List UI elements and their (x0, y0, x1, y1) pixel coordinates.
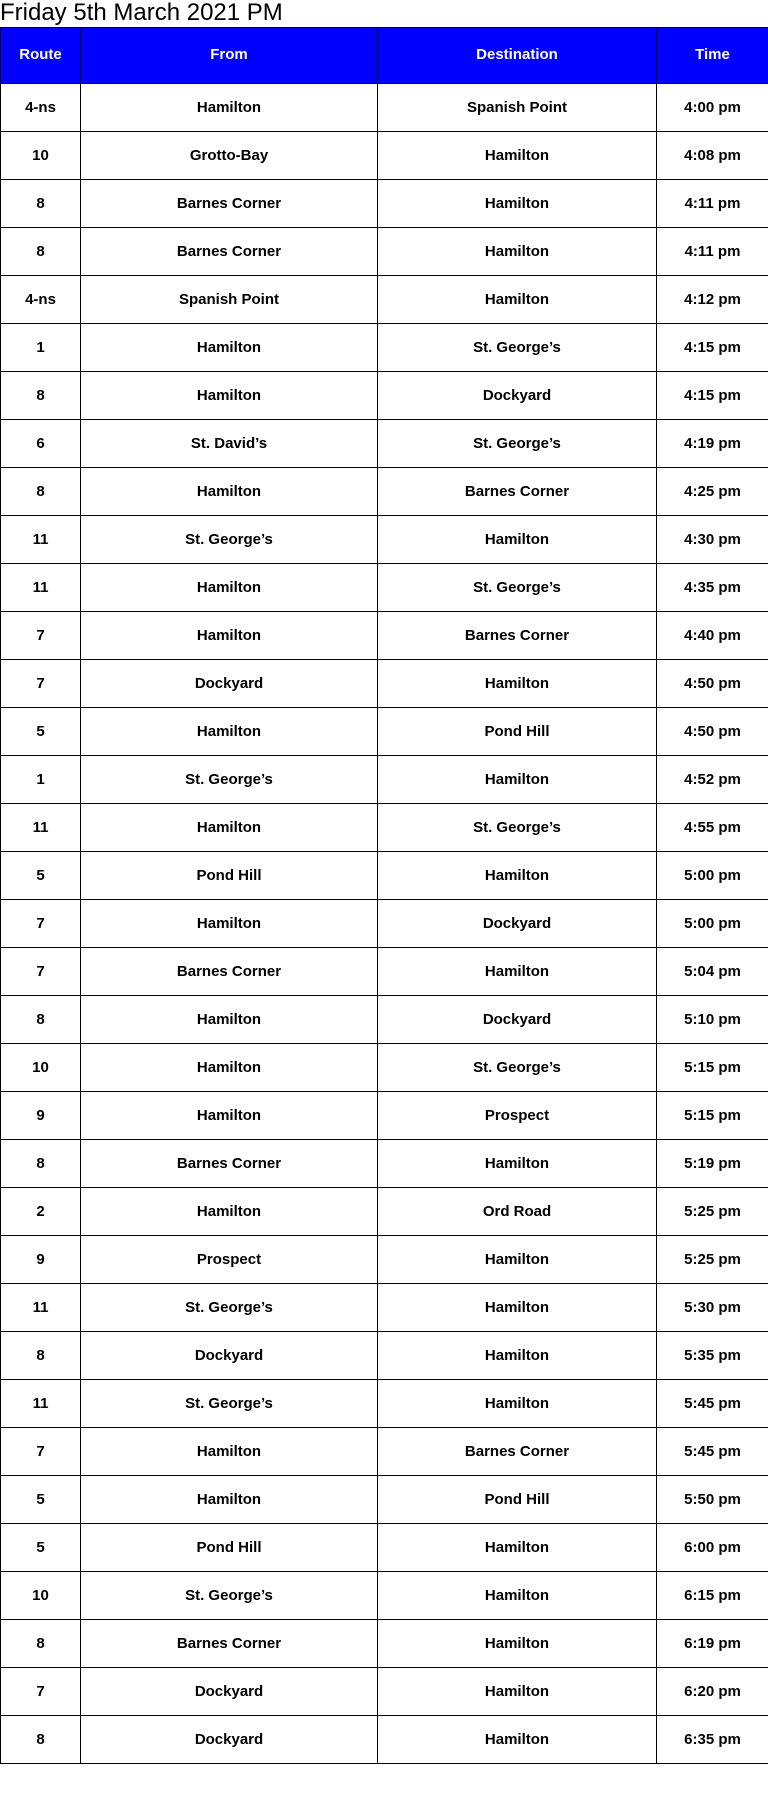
cell-destination: Barnes Corner (378, 1428, 657, 1476)
cell-route: 8 (1, 1140, 81, 1188)
cell-destination: Hamilton (378, 132, 657, 180)
table-row (1, 372, 768, 420)
table-row (1, 132, 768, 180)
cell-from: Hamilton (81, 372, 378, 420)
table-row (1, 1092, 768, 1140)
cell-from: St. George’s (81, 1380, 378, 1428)
cell-time: 4:35 pm (657, 564, 768, 612)
table-row (1, 708, 768, 756)
cell-time: 6:19 pm (657, 1620, 768, 1668)
cell-from: Hamilton (81, 84, 378, 132)
cell-route: 5 (1, 1524, 81, 1572)
cell-from: Hamilton (81, 1428, 378, 1476)
table-row (1, 1572, 768, 1620)
cell-destination: Prospect (378, 1092, 657, 1140)
cell-destination: Hamilton (378, 1716, 657, 1764)
cell-route: 8 (1, 468, 81, 516)
cell-time: 4:52 pm (657, 756, 768, 804)
table-row (1, 84, 768, 132)
cell-destination: Hamilton (378, 756, 657, 804)
cell-route: 4-ns (1, 84, 81, 132)
cell-destination: Dockyard (378, 996, 657, 1044)
table-row (1, 1524, 768, 1572)
cell-destination: Barnes Corner (378, 468, 657, 516)
cell-from: Hamilton (81, 1044, 378, 1092)
table-row (1, 660, 768, 708)
cell-from: St. George’s (81, 516, 378, 564)
cell-destination: Hamilton (378, 660, 657, 708)
cell-from: Hamilton (81, 564, 378, 612)
cell-time: 4:30 pm (657, 516, 768, 564)
cell-destination: Hamilton (378, 1332, 657, 1380)
cell-from: St. David’s (81, 420, 378, 468)
cell-time: 5:04 pm (657, 948, 768, 996)
table-row (1, 1380, 768, 1428)
cell-from: Dockyard (81, 1332, 378, 1380)
table-row (1, 180, 768, 228)
cell-time: 4:19 pm (657, 420, 768, 468)
cell-destination: Hamilton (378, 228, 657, 276)
cell-time: 4:11 pm (657, 180, 768, 228)
cell-from: Pond Hill (81, 852, 378, 900)
cell-from: Hamilton (81, 468, 378, 516)
cell-from: Dockyard (81, 1716, 378, 1764)
cell-time: 5:30 pm (657, 1284, 768, 1332)
cell-from: Hamilton (81, 324, 378, 372)
table-row (1, 1620, 768, 1668)
cell-route: 10 (1, 1572, 81, 1620)
cell-time: 4:50 pm (657, 660, 768, 708)
cell-time: 4:55 pm (657, 804, 768, 852)
table-row (1, 948, 768, 996)
table-row (1, 804, 768, 852)
cell-from: Barnes Corner (81, 948, 378, 996)
table-row (1, 1476, 768, 1524)
cell-route: 8 (1, 1620, 81, 1668)
cell-destination: Hamilton (378, 1380, 657, 1428)
cell-from: St. George’s (81, 1572, 378, 1620)
cell-destination: Hamilton (378, 1572, 657, 1620)
cell-destination: Barnes Corner (378, 612, 657, 660)
cell-route: 1 (1, 756, 81, 804)
cell-time: 5:15 pm (657, 1092, 768, 1140)
cell-from: Hamilton (81, 900, 378, 948)
cell-destination: Spanish Point (378, 84, 657, 132)
table-row (1, 612, 768, 660)
cell-time: 6:20 pm (657, 1668, 768, 1716)
cell-route: 8 (1, 1332, 81, 1380)
cell-from: Hamilton (81, 1476, 378, 1524)
cell-time: 4:12 pm (657, 276, 768, 324)
table-row (1, 1044, 768, 1092)
cell-from: Barnes Corner (81, 1620, 378, 1668)
cell-from: Hamilton (81, 804, 378, 852)
table-row (1, 756, 768, 804)
cell-route: 8 (1, 1716, 81, 1764)
cell-destination: Dockyard (378, 372, 657, 420)
cell-time: 6:00 pm (657, 1524, 768, 1572)
page-title: Friday 5th March 2021 PM (0, 0, 283, 26)
table-row (1, 1284, 768, 1332)
cell-destination: Hamilton (378, 276, 657, 324)
cell-time: 4:40 pm (657, 612, 768, 660)
cell-from: Hamilton (81, 612, 378, 660)
table-row (1, 324, 768, 372)
bus-schedule-table (0, 27, 768, 1764)
cell-destination: Hamilton (378, 948, 657, 996)
cell-route: 7 (1, 660, 81, 708)
table-row (1, 420, 768, 468)
cell-destination: Dockyard (378, 900, 657, 948)
cell-time: 6:15 pm (657, 1572, 768, 1620)
cell-from: Barnes Corner (81, 1140, 378, 1188)
cell-route: 9 (1, 1236, 81, 1284)
cell-time: 5:45 pm (657, 1380, 768, 1428)
cell-time: 4:00 pm (657, 84, 768, 132)
cell-from: Spanish Point (81, 276, 378, 324)
cell-destination: Hamilton (378, 1524, 657, 1572)
table-row (1, 900, 768, 948)
cell-route: 7 (1, 612, 81, 660)
cell-route: 10 (1, 132, 81, 180)
cell-route: 7 (1, 900, 81, 948)
table-row (1, 276, 768, 324)
cell-from: Pond Hill (81, 1524, 378, 1572)
cell-time: 5:25 pm (657, 1236, 768, 1284)
cell-time: 4:50 pm (657, 708, 768, 756)
cell-route: 8 (1, 996, 81, 1044)
cell-from: St. George’s (81, 1284, 378, 1332)
cell-route: 8 (1, 372, 81, 420)
cell-time: 5:45 pm (657, 1428, 768, 1476)
header-from: From (81, 28, 378, 84)
cell-destination: Hamilton (378, 1620, 657, 1668)
cell-destination: St. George’s (378, 1044, 657, 1092)
cell-destination: St. George’s (378, 564, 657, 612)
cell-route: 5 (1, 1476, 81, 1524)
table-row (1, 516, 768, 564)
cell-from: Barnes Corner (81, 228, 378, 276)
cell-time: 4:15 pm (657, 372, 768, 420)
cell-time: 5:19 pm (657, 1140, 768, 1188)
cell-route: 7 (1, 1668, 81, 1716)
table-row (1, 228, 768, 276)
cell-route: 2 (1, 1188, 81, 1236)
cell-destination: Hamilton (378, 1236, 657, 1284)
table-body (1, 84, 768, 1764)
cell-time: 4:08 pm (657, 132, 768, 180)
cell-destination: Hamilton (378, 1140, 657, 1188)
cell-route: 4-ns (1, 276, 81, 324)
cell-destination: Ord Road (378, 1188, 657, 1236)
cell-route: 10 (1, 1044, 81, 1092)
cell-route: 6 (1, 420, 81, 468)
cell-route: 7 (1, 948, 81, 996)
header-route: Route (1, 28, 81, 84)
cell-time: 5:15 pm (657, 1044, 768, 1092)
cell-destination: Hamilton (378, 852, 657, 900)
cell-time: 4:25 pm (657, 468, 768, 516)
cell-route: 5 (1, 852, 81, 900)
table-row (1, 1236, 768, 1284)
cell-route: 11 (1, 516, 81, 564)
table-row (1, 852, 768, 900)
table-row (1, 564, 768, 612)
cell-route: 9 (1, 1092, 81, 1140)
cell-destination: Hamilton (378, 1284, 657, 1332)
table-row (1, 1140, 768, 1188)
header-destination: Destination (378, 28, 657, 84)
cell-destination: St. George’s (378, 420, 657, 468)
header-row (1, 28, 768, 84)
cell-time: 5:50 pm (657, 1476, 768, 1524)
cell-time: 6:35 pm (657, 1716, 768, 1764)
table-row (1, 1428, 768, 1476)
cell-from: Hamilton (81, 1188, 378, 1236)
cell-route: 11 (1, 1380, 81, 1428)
cell-from: Grotto-Bay (81, 132, 378, 180)
table-row (1, 1668, 768, 1716)
cell-from: Barnes Corner (81, 180, 378, 228)
cell-route: 5 (1, 708, 81, 756)
cell-route: 11 (1, 564, 81, 612)
cell-route: 7 (1, 1428, 81, 1476)
cell-time: 5:10 pm (657, 996, 768, 1044)
cell-time: 5:25 pm (657, 1188, 768, 1236)
cell-route: 8 (1, 228, 81, 276)
table-row (1, 996, 768, 1044)
cell-from: Hamilton (81, 1092, 378, 1140)
cell-destination: Pond Hill (378, 1476, 657, 1524)
cell-destination: Hamilton (378, 1668, 657, 1716)
cell-destination: Hamilton (378, 516, 657, 564)
cell-route: 11 (1, 1284, 81, 1332)
table-row (1, 1188, 768, 1236)
cell-route: 1 (1, 324, 81, 372)
cell-destination: Hamilton (378, 180, 657, 228)
header-time: Time (657, 28, 768, 84)
table-header (1, 28, 768, 84)
table-row (1, 1716, 768, 1764)
cell-destination: Pond Hill (378, 708, 657, 756)
cell-time: 5:35 pm (657, 1332, 768, 1380)
cell-from: Hamilton (81, 708, 378, 756)
cell-route: 8 (1, 180, 81, 228)
cell-from: St. George’s (81, 756, 378, 804)
cell-from: Dockyard (81, 1668, 378, 1716)
cell-time: 4:11 pm (657, 228, 768, 276)
cell-time: 5:00 pm (657, 900, 768, 948)
cell-from: Prospect (81, 1236, 378, 1284)
cell-time: 5:00 pm (657, 852, 768, 900)
table-row (1, 468, 768, 516)
cell-destination: St. George’s (378, 324, 657, 372)
cell-from: Hamilton (81, 996, 378, 1044)
cell-from: Dockyard (81, 660, 378, 708)
cell-destination: St. George’s (378, 804, 657, 852)
table-row (1, 1332, 768, 1380)
cell-time: 4:15 pm (657, 324, 768, 372)
cell-route: 11 (1, 804, 81, 852)
